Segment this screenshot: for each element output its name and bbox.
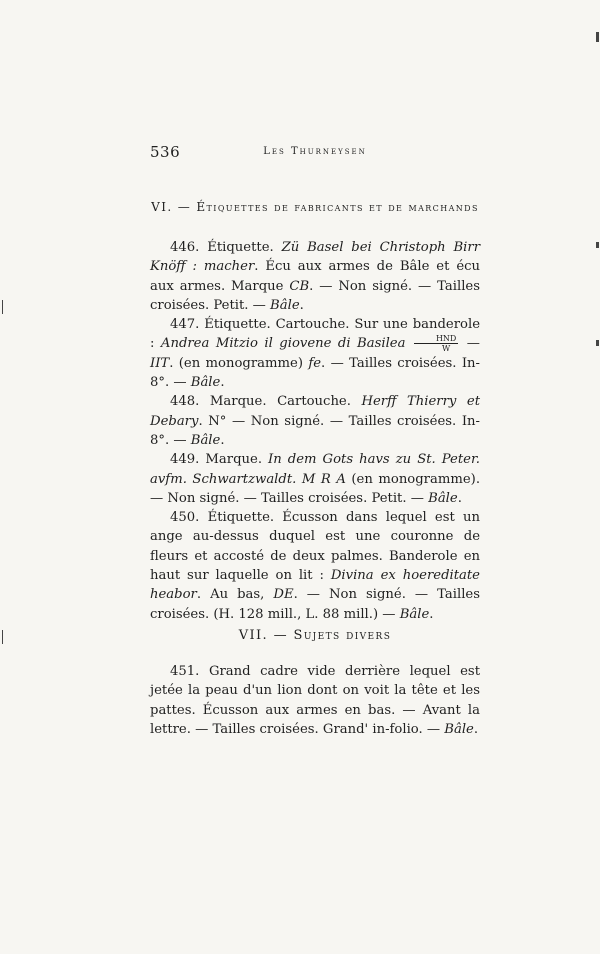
section-heading-vii: VII. — Sujets divers (238, 628, 392, 643)
catalog-entry-451 (150, 662, 480, 739)
entry-number: 450. (170, 510, 200, 526)
entry-mark: DE (273, 587, 294, 603)
catalog-entry-449 (150, 450, 480, 508)
entry-text: Étiquette. Écusson dans lequel est un ange au-dessus duquel est une couronne de fleurs et accosté de deux palmes. Banderole en haut sur laquelle on lit : (150, 510, 480, 584)
entry-text: . (473, 721, 479, 737)
running-title: Les Thurneysen (263, 146, 367, 157)
entry-text: . (429, 606, 434, 622)
catalog-entry-450 (150, 508, 480, 624)
entry-text: (en monogramme). — Non signé. — Tailles croisées. Petit. — (150, 471, 481, 506)
monogram-top: HND (414, 334, 458, 344)
catalog-entry-446 (150, 238, 480, 315)
scan-edge-mark (596, 32, 599, 42)
entry-number: 449. (170, 452, 200, 468)
scan-edge-mark (596, 242, 599, 248)
entry-mark: fe (308, 355, 322, 371)
entry-text: Étiquette. (199, 240, 282, 255)
entry-location: Bâle (190, 432, 221, 448)
entry-text: Marque. Cartouche. (199, 394, 362, 410)
entry-text: Grand cadre vide derrière lequel est jetée la peau d'un lion dont on voit la tête et les pattes. Écusson aux armes en bas. — Avant la lettre. — Tailles croisées. Grand' in-folio. — (150, 664, 480, 737)
entry-text: . (220, 432, 225, 448)
catalog-entry-448 (150, 392, 480, 450)
entry-number: 451. (170, 664, 200, 679)
monogram-bottom: W (442, 344, 451, 354)
scan-edge-mark (596, 340, 599, 346)
entry-location: Bâle (444, 721, 474, 737)
entry-text: . — Tailles croisées. In-8°. — (150, 355, 480, 391)
catalog-entry-447 (150, 315, 480, 392)
scan-edge-mark (2, 630, 3, 644)
entry-inscription: Herff Thierry et Debary (150, 394, 480, 429)
entry-inscription: Andrea Mitzio il giovene di Basilea (160, 336, 406, 352)
entry-text: . N° — Non signé. — Tailles croisées. In-8°. — (150, 413, 480, 448)
entry-inscription: Divina ex hoereditate heabor (150, 568, 480, 603)
entry-text: . (457, 490, 462, 506)
page-number: 536 (150, 143, 181, 161)
section-heading-vi: VI. — Étiquettes de fabricants et de marchands (151, 200, 479, 214)
entry-text: . (220, 375, 225, 391)
entry-text: . (299, 297, 304, 313)
monogram-fraction (414, 334, 458, 353)
entry-text: Étiquette. Cartouche. Sur une banderole : (150, 317, 480, 352)
entry-number: 447. (170, 317, 200, 333)
entry-text: — (460, 336, 480, 352)
entry-mark: IIT (150, 355, 170, 371)
entry-number: 446. (170, 240, 200, 255)
section-vii-entries (150, 662, 480, 739)
entry-mark: CB (289, 278, 310, 294)
entry-text: . (en monogramme) (169, 355, 309, 371)
scan-edge-mark (2, 300, 3, 314)
page-header (150, 143, 480, 167)
entry-location: Bâle (190, 375, 221, 391)
entry-location: Bâle (399, 606, 430, 622)
entry-inscription: Zü Basel bei Christoph Birr Knöff : macher (150, 240, 480, 275)
entry-location: Bâle (428, 490, 458, 506)
entry-inscription: In dem Gots havs zu St. Peter. avfm. Schwartzwaldt. M R A (150, 452, 480, 487)
entry-location: Bâle (270, 297, 300, 313)
entry-text: . — Non signé. — Tailles croisées. Petit. — (150, 278, 480, 313)
section-vi-entries (150, 238, 480, 624)
entry-text: . Au bas, (196, 587, 274, 603)
entry-text: Marque. (199, 452, 269, 468)
entry-text: . — Non signé. — Tailles croisées. (H. 128 mill., L. 88 mill.) — (150, 587, 480, 622)
entry-number: 448. (170, 394, 200, 410)
entry-text: . Écu aux armes de Bâle et écu aux armes. Marque (150, 259, 481, 294)
